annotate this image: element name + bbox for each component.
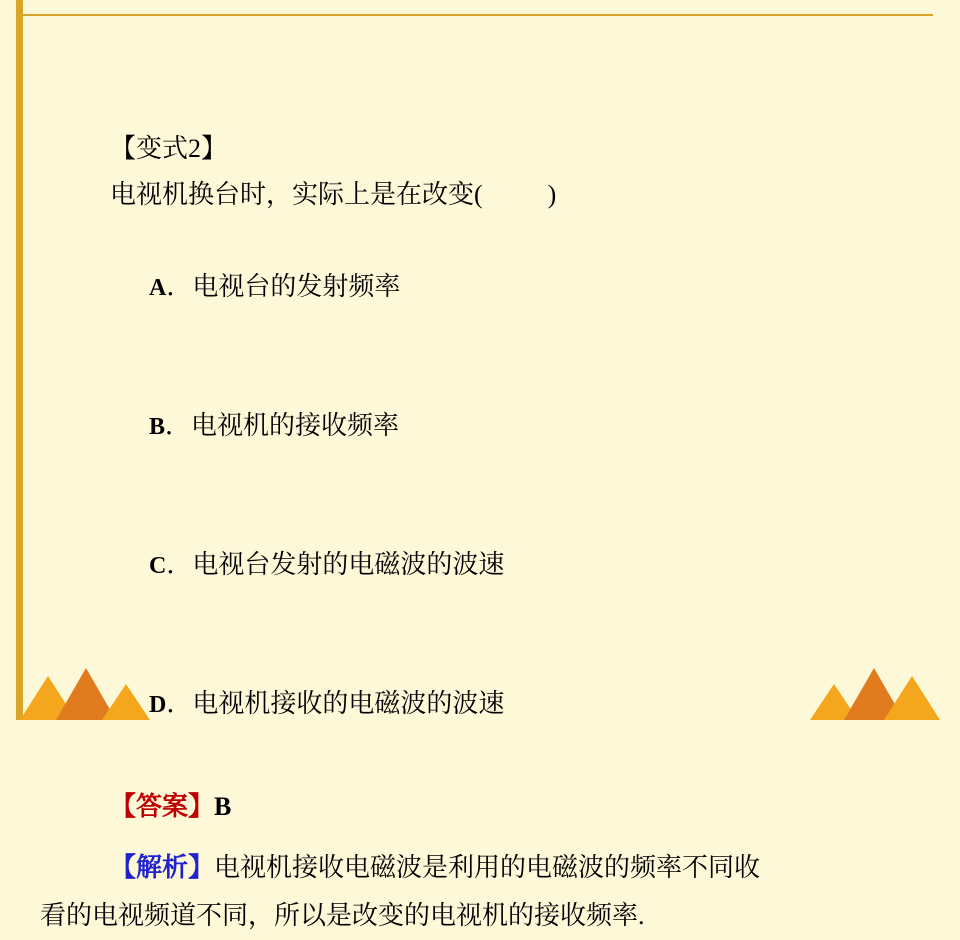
bottom-right-decoration xyxy=(796,664,946,720)
explanation-line-2: 看的电视频道不同，所以是改变的电视机的接收频率. xyxy=(40,901,645,930)
question-text: 电视机换台时，实际上是在改变( ) xyxy=(110,180,557,209)
option-d-sep: ． xyxy=(166,689,193,718)
option-d-letter: D xyxy=(149,692,167,718)
explanation-block xyxy=(40,844,930,940)
answer-value: B xyxy=(214,792,232,821)
bottom-left-decoration xyxy=(14,664,167,720)
slide-content xyxy=(40,126,930,940)
option-c-text: 电视台发射的电磁波的波速 xyxy=(192,550,505,579)
triangle-icon xyxy=(102,684,150,720)
option-c-sep: ． xyxy=(166,550,193,579)
option-a xyxy=(40,218,930,357)
option-b xyxy=(40,357,930,496)
option-d-text: 电视机接收的电磁波的波速 xyxy=(192,689,505,718)
option-b-text: 电视机的接收频率 xyxy=(191,411,400,440)
option-c xyxy=(40,496,930,635)
triangle-icon xyxy=(884,676,940,720)
answer-row xyxy=(40,784,930,830)
top-divider-rule xyxy=(23,14,933,16)
option-b-sep: ． xyxy=(165,411,192,440)
option-b-letter: B xyxy=(149,414,166,440)
option-a-sep: ． xyxy=(166,272,193,301)
explanation-label: 【解析】 xyxy=(110,853,215,882)
option-a-text: 电视台的发射频率 xyxy=(192,272,401,301)
left-accent-bar xyxy=(16,0,23,720)
answer-label: 【答案】 xyxy=(110,792,215,821)
explanation-text-1: 电视机接收电磁波是利用的电磁波的频率不同收 xyxy=(214,853,761,882)
option-a-letter: A xyxy=(149,275,167,301)
explanation-line-1 xyxy=(40,844,930,892)
variant-heading: 【变式2】 xyxy=(110,134,228,163)
option-c-letter: C xyxy=(149,553,167,579)
